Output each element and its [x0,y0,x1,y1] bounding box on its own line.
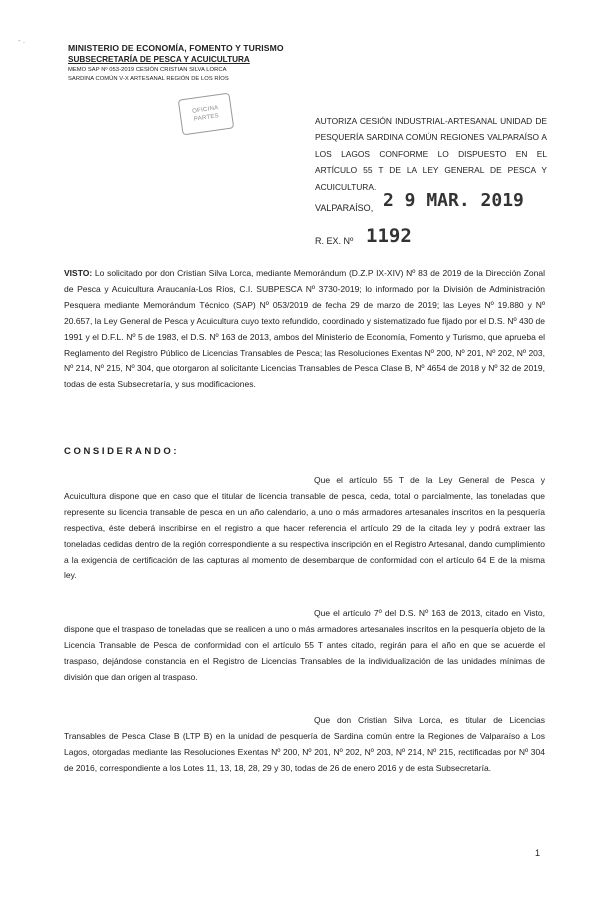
resolution-subject: AUTORIZA CESIÓN INDUSTRIAL-ARTESANAL UNIDAD DE PESQUERÍA SARDINA COMÚN REGIONES VALPARAÍSO A LOS LAGOS CONFORME LO DISPUESTO EN EL ARTÍCULO 55 T DE LA LEY GENERAL DE PESCA Y ACUICULTURA. [315,116,547,192]
considerando-heading: CONSIDERANDO: [64,446,180,457]
considerando-paragraph-1: Que el artículo 55 T de la Ley General de Pesca y Acuicultura dispone que en caso que el titular de licencia transable de pesca, ceda, total o parcialmente, las toneladas que represente su licencia transable de pesca en un año calendario, a uno o más armadores artesanales inscritos en la pesquería respectiva, éste deberá inscribirse en el registro a que hacer referencia el artículo 29 de la citada ley y podrá extraer las toneladas cedidas dentro de la región correspondiente a su respectiva inscripción en el Registro Artesanal, dando cumplimiento a la exigencia de certificación de las capturas al momento de desembarque de conformidad con el artículo 64 E de la misma ley. [64,475,545,581]
stamp-line-1: OFICINA [191,105,219,115]
ministry-name: MINISTERIO DE ECONOMÍA, FOMENTO Y TURISMO [68,43,284,53]
considerando-paragraph-3: Que don Cristian Silva Lorca, es titular de Licencias Transables de Pesca Clase B (LTP B) en la unidad de pesquería de Sardina común entre la Regiones de Valparaíso a Los Lagos, otorgadas mediante las Resoluciones Exentas Nº 200, Nº 201, Nº 202, Nº 203, Nº 214, Nº 215, rectificadas por Nº 304 de 2016, correspondiente a los Lotes 11, 13, 18, 28, 29 y 30, todas de 26 de enero 2016 y de esta Subsecretaría. [64,715,545,773]
office-stamp [178,93,235,136]
resolution-number-label: R. EX. Nº [315,236,354,246]
resolution-number: 1192 [366,225,412,247]
considerando-paragraph-2: Que el artículo 7º del D.S. Nº 163 de 2013, citado en Visto, dispone que el traspaso de toneladas que se realicen a uno o más armadores artesanales inscritos en la pesquería objeto de la Licencia Transable de Pesca de conformidad con el artículo 55 T antes citado, regirán para el año en que se acuerde el traspaso, dejándose constancia en el Registro de Licencias Transables de la individualización de las unidades mínimas de división que dan origen al traspaso. [64,608,545,682]
page-number: 1 [535,848,541,858]
visto-text: Lo solicitado por don Cristian Silva Lorca, mediante Memorándum (D.Z.P IX-XIV) Nº 83 de 2019 de la Dirección Zonal de Pesca y Acuicultura Araucanía-Los Ríos, C.I. SUBPESCA Nº 3730-2019; lo informado por la División de Administración Pesquera mediante Memorándum Técnico (SAP) Nº 053/2019 de fecha 29 de marzo de 2019; las Leyes Nº 19.880 y Nº 20.657, la Ley General de Pesca y Acuicultura cuyo texto refundido, coordinado y sistematizado fue fijado por el D.S. Nº 430 de 1991 y el D.F.L. Nº 5 de 1983, el D.S. Nº 163 de 2013, ambos del Ministerio de Economía, Fomento y Turismo, que aprueba el Reglamento del Registro Público de Licencias Transables de Pesca; las Resoluciones Exentas Nº 200, Nº 201, Nº 202, Nº 203, Nº 214, Nº 215, Nº 304, que otorgaron al solicitante Licencias Transables de Pesca Clase B, Nº 4654 de 2018 y Nº 32 de 2019, todas de esta Subsecretaría, y sus modificaciones. [64,268,545,390]
stamp-line-2: PARTES [193,113,220,123]
undersecretariat-name: SUBSECRETARÍA DE PESCA Y ACUICULTURA [68,55,250,64]
letterhead [68,42,298,84]
resolution-date: 2 9 MAR. 2019 [383,190,524,211]
memo-reference-2: SARDINA COMÚN V-X ARTESANAL REGIÓN DE LOS RÍOS [68,76,229,82]
place-label: VALPARAÍSO, [315,203,374,213]
corner-mark: - . [18,36,26,45]
memo-reference: MEMO SAP Nº 053-2019 CESIÓN CRISTIAN SILVA LORCA [68,67,227,73]
visto-paragraph [64,266,545,393]
visto-label: VISTO: [64,268,93,278]
